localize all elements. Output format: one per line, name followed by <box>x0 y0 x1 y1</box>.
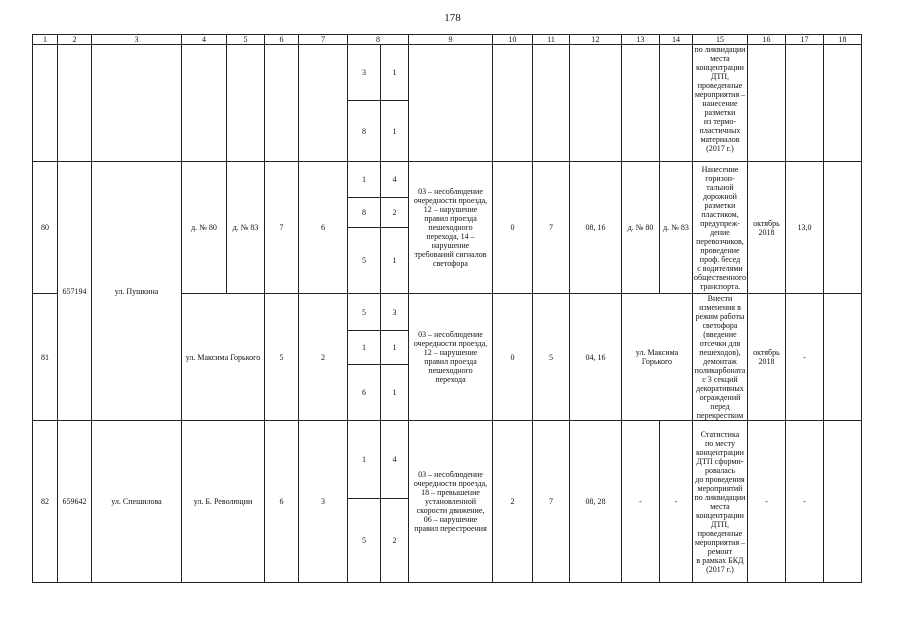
cell <box>92 45 182 162</box>
row-number: 80 <box>33 162 58 294</box>
col-header: 11 <box>533 35 570 45</box>
sub-cell: 5 <box>348 294 381 331</box>
cell <box>182 45 227 162</box>
col-header: 12 <box>570 35 622 45</box>
sub-cell: 1 <box>381 228 409 294</box>
table-row <box>33 162 862 198</box>
sub-cell: 3 <box>348 45 381 101</box>
col-header: 5 <box>227 35 265 45</box>
street-name: ул. Пушкина <box>92 162 182 421</box>
cell <box>227 45 265 162</box>
col-header: 18 <box>823 35 861 45</box>
sub-cell: 1 <box>348 421 381 499</box>
table-row <box>33 45 862 101</box>
cell <box>660 45 693 162</box>
col-header: 17 <box>785 35 823 45</box>
date-cell: - <box>747 421 785 583</box>
cell <box>33 45 58 162</box>
header-row <box>33 35 862 45</box>
sub-cell: 1 <box>381 45 409 101</box>
col-header: 14 <box>660 35 693 45</box>
measures-cell: по ликвидации места концентрации ДТП, проведенные мероприятия – нанесение разметки из термо- пластичных материалов (2017 г.) <box>693 45 748 162</box>
data-table <box>32 34 862 583</box>
cell: 04, 16 <box>570 294 622 421</box>
cell: ул. Б. Революции <box>182 421 265 583</box>
cell: 5 <box>533 294 570 421</box>
cell <box>747 45 785 162</box>
cell <box>409 45 493 162</box>
cell: 7 <box>265 162 299 294</box>
row-number: 81 <box>33 294 58 421</box>
sub-cell: 1 <box>381 101 409 162</box>
cell: - <box>622 421 660 583</box>
street-name: ул. Спешилова <box>92 421 182 583</box>
col-header: 1 <box>33 35 58 45</box>
sub-cell: 5 <box>348 228 381 294</box>
sub-cell: 1 <box>348 331 381 364</box>
sub-cell: 2 <box>381 198 409 228</box>
cell: 13,0 <box>785 162 823 294</box>
cell <box>533 45 570 162</box>
col-header: 2 <box>58 35 92 45</box>
sub-cell: 3 <box>381 294 409 331</box>
date-cell: октябрь 2018 <box>747 294 785 421</box>
col-header: 6 <box>265 35 299 45</box>
sub-cell: 4 <box>381 421 409 499</box>
sub-cell: 8 <box>348 101 381 162</box>
sub-cell: 1 <box>381 331 409 364</box>
cell <box>823 162 861 294</box>
date-cell: октябрь 2018 <box>747 162 785 294</box>
cell: ул. Максима Горького <box>182 294 265 421</box>
violations-cell: 03 – несоблюдение очередности проезда, 12 – нарушение правил проезда пешеходного перехода <box>409 294 493 421</box>
cell: 08, 16 <box>570 162 622 294</box>
cell: - <box>660 421 693 583</box>
cell: 5 <box>265 294 299 421</box>
cell: 0 <box>493 162 533 294</box>
measures-cell: Внести изменения в режим работы светофора (введение отсечки для пешеходов), демонтаж поликарбоната с 3 секций декоративных ограждений перед перекрестком <box>693 294 748 421</box>
cell: д. № 80 <box>622 162 660 294</box>
col-header: 4 <box>182 35 227 45</box>
cell: 6 <box>265 421 299 583</box>
cell: 6 <box>299 162 348 294</box>
cell: 7 <box>533 162 570 294</box>
cell: ул. Максима Горького <box>622 294 693 421</box>
col-header: 10 <box>493 35 533 45</box>
cell: 3 <box>299 421 348 583</box>
sub-cell: 5 <box>348 499 381 583</box>
row-number: 82 <box>33 421 58 583</box>
cell <box>622 45 660 162</box>
sub-cell: 4 <box>381 162 409 198</box>
cell: - <box>785 294 823 421</box>
address-code: 657194 <box>58 162 92 421</box>
table-row <box>33 421 862 499</box>
col-header: 9 <box>409 35 493 45</box>
cell: 2 <box>493 421 533 583</box>
cell <box>493 45 533 162</box>
col-header: 7 <box>299 35 348 45</box>
col-header: 8 <box>348 35 409 45</box>
cell <box>265 45 299 162</box>
sub-cell: 8 <box>348 198 381 228</box>
col-header: 16 <box>747 35 785 45</box>
address-code: 659642 <box>58 421 92 583</box>
sub-cell: 2 <box>381 499 409 583</box>
cell <box>570 45 622 162</box>
col-header: 13 <box>622 35 660 45</box>
cell <box>823 294 861 421</box>
sub-cell: 1 <box>348 162 381 198</box>
page-number: 178 <box>444 12 461 24</box>
sub-cell: 1 <box>381 364 409 420</box>
cell <box>785 45 823 162</box>
cell: 08, 28 <box>570 421 622 583</box>
col-header: 3 <box>92 35 182 45</box>
measures-cell: Статистика по месту концентрации ДТП сформи- ровалась до проведения мероприятий по ликвидации места концентрации ДТП, проведенные мероприятия – ремонт в рамках БКД (2017 г.) <box>693 421 748 583</box>
col-header: 15 <box>693 35 748 45</box>
cell: д. № 83 <box>227 162 265 294</box>
cell: 0 <box>493 294 533 421</box>
cell: 7 <box>533 421 570 583</box>
violations-cell: 03 – несоблюдение очередности проезда, 18 – превышение установленной скорости движение, 06 – нарушение правил перестроения <box>409 421 493 583</box>
violations-cell: 03 – несоблюдение очередности проезда, 12 – нарушение правил проезда пешеходного перехода, 14 – нарушение требований сигналов светофора <box>409 162 493 294</box>
cell <box>823 421 861 583</box>
cell <box>58 45 92 162</box>
cell: д. № 80 <box>182 162 227 294</box>
cell: д. № 83 <box>660 162 693 294</box>
cell: - <box>785 421 823 583</box>
cell <box>823 45 861 162</box>
measures-cell: Нанесение горизон- тальной дорожной разметки пластиком, предупреж- дение перевозчиков, проведение проф. бесед с водителями общественного транспорта. <box>693 162 748 294</box>
cell <box>299 45 348 162</box>
cell: 2 <box>299 294 348 421</box>
sub-cell: 6 <box>348 364 381 420</box>
